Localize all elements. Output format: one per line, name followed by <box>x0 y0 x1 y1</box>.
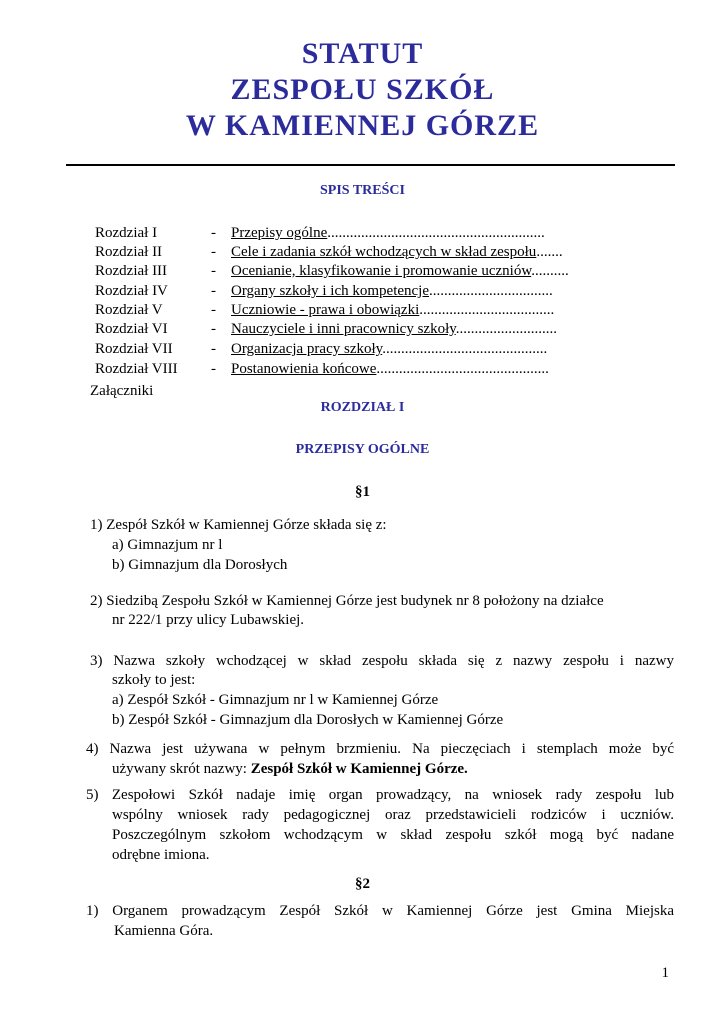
toc-chapter: Rozdział VII <box>95 341 173 357</box>
toc-item-3[interactable] <box>95 262 569 281</box>
toc-leader: ........................... <box>455 321 558 337</box>
toc-link[interactable]: Cele i zadania szkół wchodzących w skład zespołu <box>231 244 537 260</box>
paragraph-4-line-1: 4) Nazwa jest używana w pełnym brzmieniu. Na pieczęciach i stemplach może być <box>86 741 674 757</box>
title-line-3: W KAMIENNEJ GÓRZE <box>185 109 540 142</box>
toc-item-2[interactable] <box>95 243 563 262</box>
paragraph-1-b: b) Gimnazjum dla Dorosłych <box>112 557 288 573</box>
toc-item-8[interactable] <box>95 360 549 379</box>
toc-dash: - <box>211 225 216 241</box>
toc-leader: ................................. <box>429 283 553 299</box>
paragraph-1-a: a) Gimnazjum nr l <box>112 537 223 553</box>
toc-dash: - <box>211 321 216 337</box>
toc-dash: - <box>211 283 216 299</box>
toc-chapter: Rozdział VI <box>95 321 168 337</box>
toc-dash: - <box>211 263 216 279</box>
toc-item-7[interactable] <box>95 340 547 359</box>
paragraph-5-line-2: wspólny wniosek rady pedagogicznej oraz przedstawicieli rodziców i uczniów. <box>112 807 674 823</box>
toc-attachments: Załączniki <box>90 383 154 399</box>
paragraph-1: 1) Zespół Szkół w Kamiennej Górze składa się z: <box>90 517 387 533</box>
paragraph-2-line-2: nr 222/1 przy ulicy Lubawskiej. <box>112 612 305 628</box>
toc-chapter: Rozdział I <box>95 225 158 241</box>
title-divider <box>66 164 675 166</box>
toc-leader: .......................................................... <box>327 225 545 241</box>
toc-item-5[interactable] <box>95 301 554 320</box>
s2-paragraph-1-line-1: 1) Organem prowadzącym Zespół Szkół w Kamiennej Górze jest Gmina Miejska <box>86 903 674 919</box>
paragraph-2-line-1: 2) Siedzibą Zespołu Szkół w Kamiennej Górze jest budynek nr 8 położony na działce <box>90 593 604 609</box>
toc-dash: - <box>211 361 216 377</box>
toc-link[interactable]: Uczniowie - prawa i obowiązki <box>231 302 420 318</box>
paragraph-5-line-3: Poszczególnym szkołom wchodzącym w skład zespołu szkół mogą być nadane <box>112 827 674 843</box>
toc-leader: ....... <box>536 244 563 260</box>
toc-item-6[interactable] <box>95 320 557 339</box>
section-sign-1: §1 <box>355 484 370 500</box>
toc-chapter: Rozdział VIII <box>95 361 178 377</box>
toc-link[interactable]: Nauczyciele i inni pracownicy szkoły <box>231 321 456 337</box>
toc-dash: - <box>211 244 216 260</box>
toc-link[interactable]: Postanowienia końcowe <box>231 361 377 377</box>
paragraph-3-line-1: 3) Nazwa szkoły wchodzącej w skład zespołu składa się z nazwy zespołu i nazwy <box>90 653 674 669</box>
toc-chapter: Rozdział IV <box>95 283 168 299</box>
paragraph-4-line-2 <box>112 760 468 779</box>
toc-link[interactable]: Przepisy ogólne <box>231 225 328 241</box>
paragraph-3-b: b) Zespół Szkół - Gimnazjum dla Dorosłych w Kamiennej Górze <box>112 712 504 728</box>
title-line-1: STATUT <box>301 37 424 70</box>
toc-leader: .............................................. <box>376 361 549 377</box>
toc-chapter: Rozdział II <box>95 244 163 260</box>
page-number: 1 <box>661 965 669 981</box>
toc-link[interactable]: Organy szkoły i ich kompetencje <box>231 283 430 299</box>
toc-leader: ............................................ <box>382 341 548 357</box>
paragraph-4-text: używany skrót nazwy: <box>112 761 247 777</box>
toc-item-1[interactable] <box>95 224 545 243</box>
toc-heading: SPIS TREŚCI <box>320 183 405 198</box>
toc-chapter: Rozdział III <box>95 263 168 279</box>
toc-leader: .......... <box>531 263 569 279</box>
paragraph-4-bold: Zespół Szkół w Kamiennej Górze. <box>250 761 468 777</box>
toc-dash: - <box>211 341 216 357</box>
toc-leader: .................................... <box>419 302 555 318</box>
toc-chapter: Rozdział V <box>95 302 163 318</box>
s2-paragraph-1-line-2: Kamienna Góra. <box>114 923 214 939</box>
paragraph-5-line-1: 5) Zespołowi Szkół nadaje imię organ prowadzący, na wniosek rady zespołu lub <box>86 787 674 803</box>
paragraph-3-line-2: szkoły to jest: <box>112 672 196 688</box>
toc-item-4[interactable] <box>95 282 553 301</box>
chapter-heading: ROZDZIAŁ I <box>320 400 405 415</box>
section-sign-2: §2 <box>355 876 370 892</box>
toc-dash: - <box>211 302 216 318</box>
toc-link[interactable]: Ocenianie, klasyfikowanie i promowanie uczniów <box>231 263 532 279</box>
chapter-subheading: PRZEPISY OGÓLNE <box>295 442 430 457</box>
toc-link[interactable]: Organizacja pracy szkoły <box>231 341 383 357</box>
paragraph-3-a: a) Zespół Szkół - Gimnazjum nr l w Kamiennej Górze <box>112 692 439 708</box>
paragraph-5-line-4: odrębne imiona. <box>112 847 210 863</box>
title-line-2: ZESPOŁU SZKÓŁ <box>230 73 495 106</box>
